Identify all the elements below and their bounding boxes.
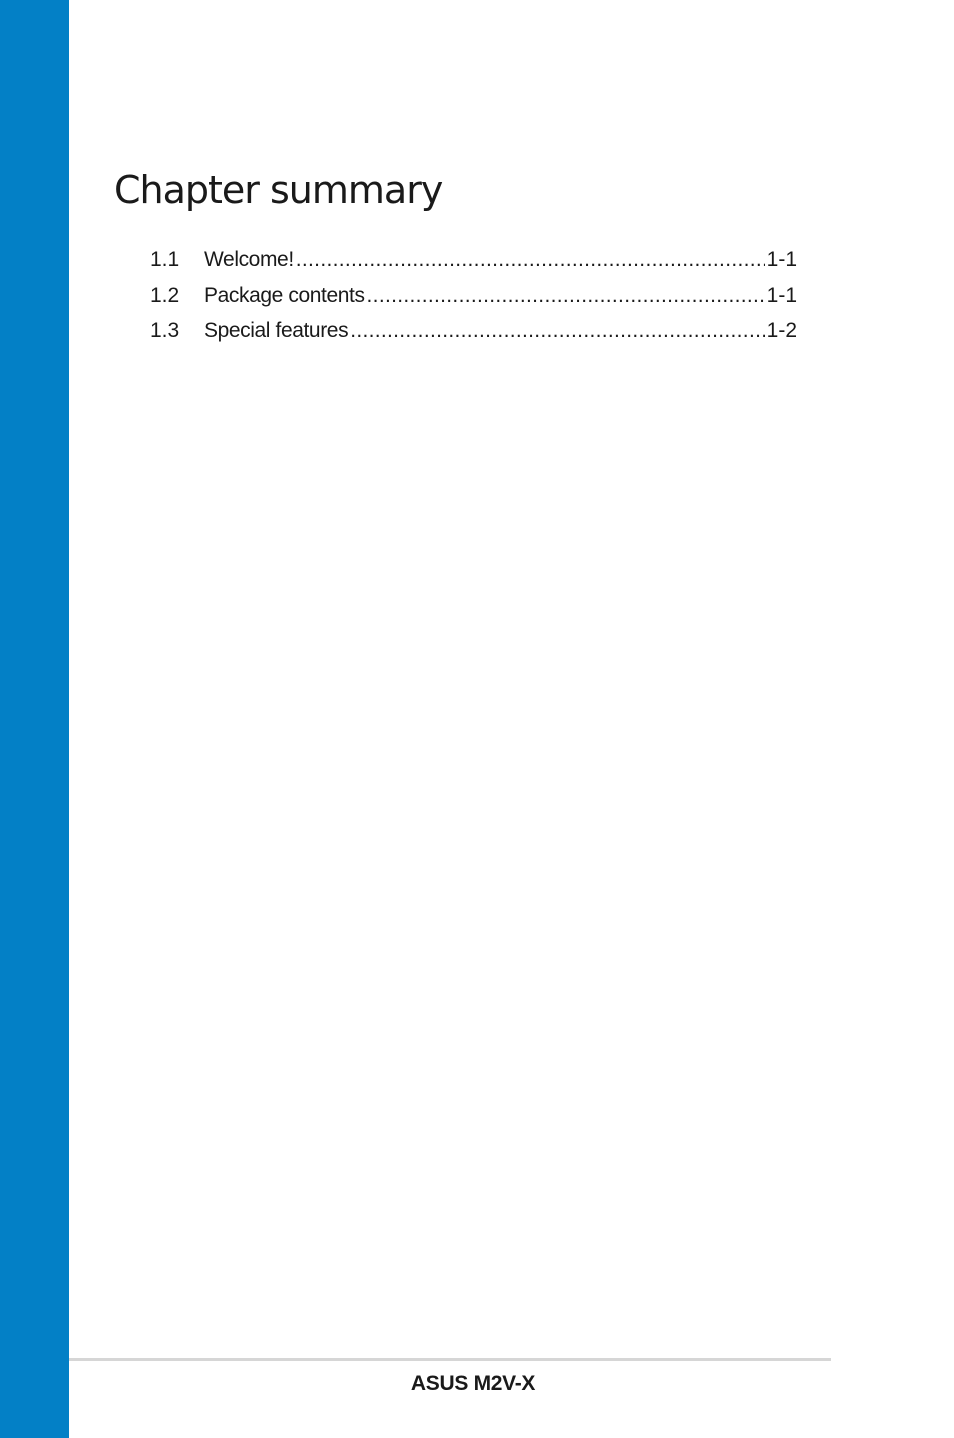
- toc-dot-leader: [296, 246, 765, 274]
- toc-entry-title: Package contents: [204, 283, 365, 307]
- toc-dot-leader: [367, 282, 765, 310]
- toc-entry-title: Special features: [204, 319, 349, 342]
- footer-product-name: ASUS M2V-X: [410, 1372, 536, 1395]
- toc-entry-number: 1.2: [150, 283, 180, 307]
- toc-entry-welcome[interactable]: [150, 246, 797, 282]
- toc-entry-page: 1-2: [766, 319, 797, 342]
- toc-entry-package-contents[interactable]: [150, 282, 797, 318]
- toc-entry-page: 1-1: [766, 283, 797, 307]
- toc-entry-title: Welcome!: [204, 248, 294, 271]
- side-color-bar: [0, 0, 69, 1438]
- table-of-contents: [150, 246, 797, 353]
- footer-divider: [69, 1358, 831, 1361]
- toc-entry-number: 1.1: [150, 248, 180, 271]
- toc-entry-number: 1.3: [150, 319, 180, 342]
- chapter-title: Chapter summary: [114, 168, 443, 212]
- toc-entry-special-features[interactable]: [150, 317, 797, 353]
- toc-dot-leader: [350, 317, 764, 345]
- toc-entry-page: 1-1: [766, 248, 797, 271]
